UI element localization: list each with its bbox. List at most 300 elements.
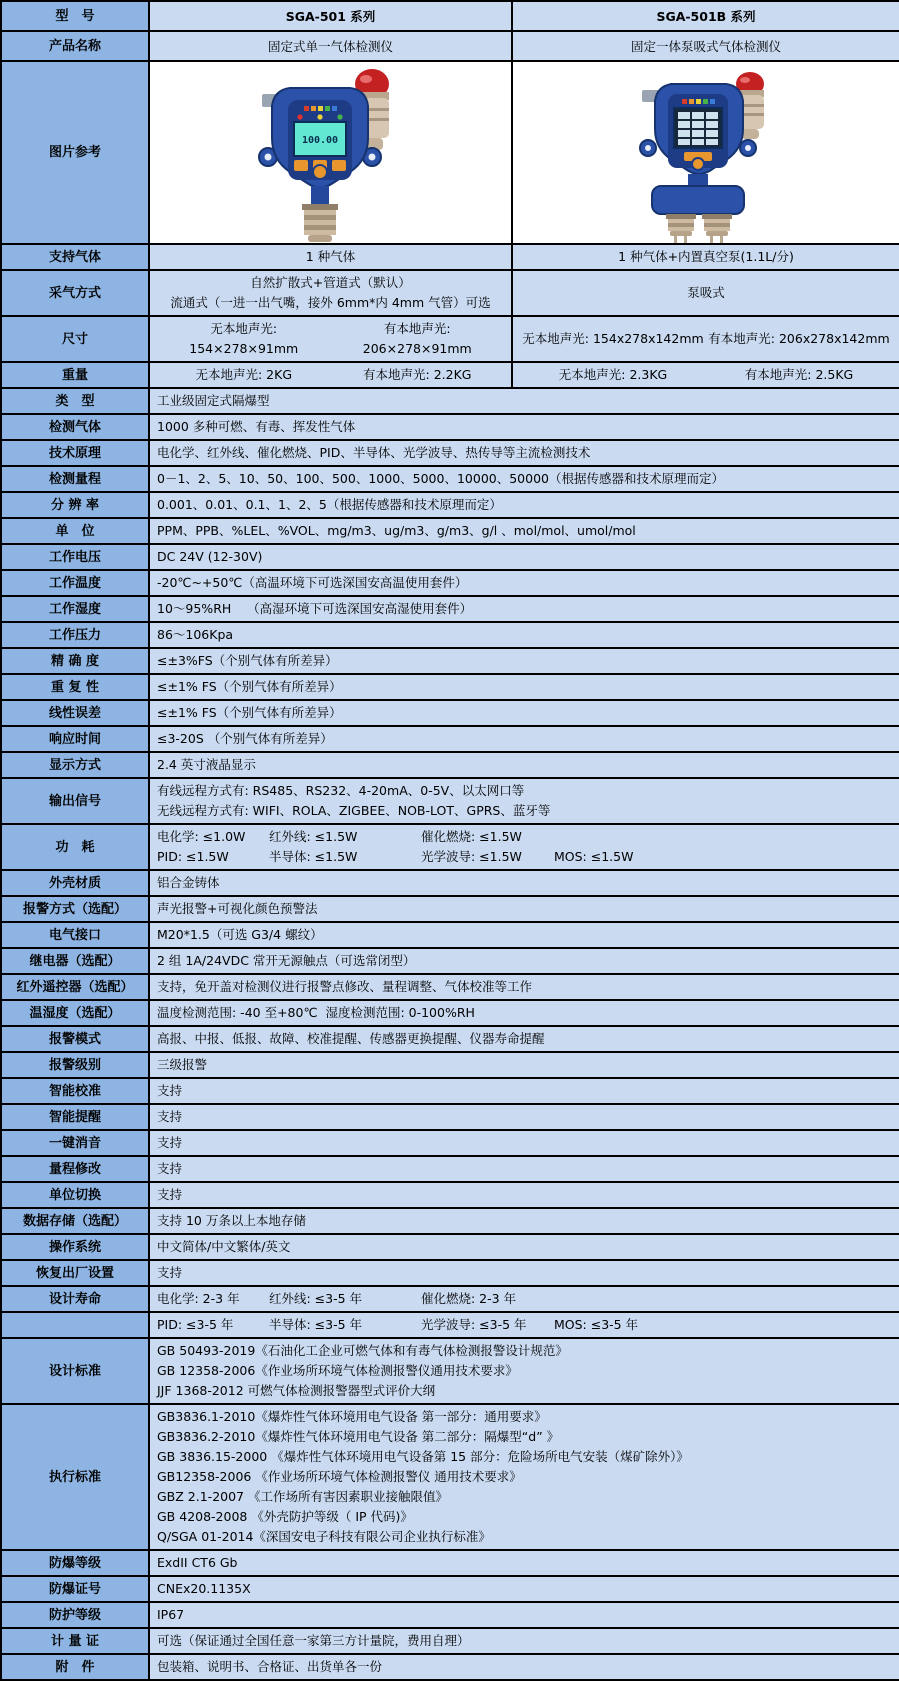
row-header: 分 辨 率 — [1, 492, 149, 518]
row-header: 报警方式（选配） — [1, 896, 149, 922]
cell-text: 无本地声光: 154×278×91mm — [189, 321, 299, 356]
row-header: 防爆等级 — [1, 1550, 149, 1576]
row-header: 检测量程 — [1, 466, 149, 492]
cell-text: 无本地声光: 2KG — [195, 367, 293, 382]
gas-sensor-left — [666, 214, 696, 243]
cell-text: 半导体: ≤1.5W — [269, 849, 358, 864]
row-header: 工作压力 — [1, 622, 149, 648]
row-header: 外壳材质 — [1, 870, 149, 896]
cell-text: GB3836.1-2010《爆炸性气体环境用电气设备 第一部分：通用要求》 — [157, 1409, 547, 1424]
value-cell — [149, 544, 899, 570]
value-line — [157, 781, 892, 801]
value-cell — [149, 1338, 899, 1404]
cell-text: 无本地声光: 154x278x142mm — [522, 331, 704, 346]
cell-text: 催化燃烧: 2-3 年 — [421, 1291, 517, 1306]
detector-body — [640, 84, 756, 214]
table-row — [1, 388, 899, 414]
value-cell — [149, 596, 899, 622]
table-row — [1, 648, 899, 674]
table-row — [1, 596, 899, 622]
value-line — [157, 365, 504, 385]
cell-text: MOS: ≤1.5W — [554, 849, 634, 864]
row-header: 温湿度（选配） — [1, 1000, 149, 1026]
value-cell — [149, 896, 899, 922]
value-line — [157, 899, 892, 919]
table-row — [1, 700, 899, 726]
value-line — [157, 1003, 892, 1023]
cell-text: MOS: ≤3-5 年 — [554, 1317, 639, 1332]
row-header: 智能校准 — [1, 1078, 149, 1104]
value-line — [157, 951, 892, 971]
value-cell — [149, 414, 899, 440]
value-cell — [512, 270, 899, 316]
value-line — [157, 1289, 892, 1309]
value-cell — [149, 316, 512, 362]
cell-text: GB 12358-2006《作业场所环境气体检测报警仪通用技术要求》 — [157, 1363, 518, 1378]
value-cell: 固定一体泵吸式气体检测仪 — [512, 31, 899, 61]
value-line — [157, 827, 892, 847]
row-header: 采气方式 — [1, 270, 149, 316]
value-cell — [149, 440, 899, 466]
cell-text: IP67 — [157, 1607, 185, 1622]
cell-text: 支持 — [157, 1083, 183, 1098]
cell-text: 支持 10 万条以上本地存储 — [157, 1213, 306, 1228]
value-cell — [149, 622, 899, 648]
cell-text: 有线远程方式有: RS485、RS232、4-20mA、0-5V、以太网口等 — [157, 783, 525, 798]
row-header: 单 位 — [1, 518, 149, 544]
value-cell — [149, 1550, 899, 1576]
cell-text: 电化学: 2-3 年 — [157, 1291, 240, 1306]
table-row — [1, 870, 899, 896]
table-row — [1, 1628, 899, 1654]
row-header: 类 型 — [1, 388, 149, 414]
cell-text: 包装箱、说明书、合格证、出货单各一份 — [157, 1659, 383, 1674]
cell-text: 红外线: ≤3-5 年 — [269, 1291, 363, 1306]
value-line — [157, 1029, 892, 1049]
cell-text: 10～95%RH （高湿环境下可选深国安高湿使用套件） — [157, 601, 473, 616]
table-row — [1, 1654, 899, 1680]
product-image-cell-right — [512, 61, 899, 244]
cell-text: M20*1.5（可选 G3/4 螺纹） — [157, 927, 323, 942]
table-row — [1, 1602, 899, 1628]
row-header: 设计寿命 — [1, 1286, 149, 1312]
cell-text: 半导体: ≤3-5 年 — [269, 1317, 363, 1332]
cell-text: GB 3836.15-2000 《爆炸性气体环境用电气设备第 15 部分：危险场所电气安装（煤矿除外）》 — [157, 1449, 689, 1464]
row-header: 恢复出厂设置 — [1, 1260, 149, 1286]
table-row — [1, 31, 899, 61]
value-cell — [149, 824, 899, 870]
cell-text: 有本地声光: 206×278×91mm — [362, 321, 472, 356]
cell-text: GB 50493-2019《石油化工企业可燃气体和有毒气体检测报警设计规范》 — [157, 1343, 568, 1358]
value-cell — [512, 244, 899, 270]
value-cell — [149, 1052, 899, 1078]
value-cell — [149, 974, 899, 1000]
value-cell — [149, 1286, 899, 1312]
cell-text: PID: ≤3-5 年 — [157, 1317, 234, 1332]
cell-text: 支持 — [157, 1265, 183, 1280]
value-line — [157, 1631, 892, 1651]
value-line — [520, 365, 892, 385]
value-line — [157, 703, 892, 723]
table-row — [1, 778, 899, 824]
cell-text: 电化学: ≤1.0W — [157, 829, 246, 844]
cell-text: 红外线: ≤1.5W — [269, 829, 358, 844]
value-line — [157, 1133, 892, 1153]
row-header: 工作湿度 — [1, 596, 149, 622]
value-line — [157, 1507, 892, 1527]
value-cell — [149, 1130, 899, 1156]
value-line — [520, 247, 892, 267]
table-row — [1, 1260, 899, 1286]
row-header: 产品名称 — [1, 31, 149, 61]
cell-text: GBZ 2.1-2007 《工作场所有害因素职业接触限值》 — [157, 1489, 448, 1504]
cell-text: 声光报警+可视化颜色预警法 — [157, 901, 318, 916]
row-header: 智能提醒 — [1, 1104, 149, 1130]
cell-text: 支持，免开盖对检测仪进行报警点修改、量程调整、气体校准等工作 — [157, 979, 533, 994]
value-line — [157, 1605, 892, 1625]
value-line — [157, 1237, 892, 1257]
value-line — [157, 247, 504, 267]
cell-text: 无本地声光: 2.3KG — [558, 367, 668, 382]
gas-sensor-right — [702, 214, 732, 243]
value-cell — [149, 1404, 899, 1550]
value-line — [157, 1055, 892, 1075]
cell-text: CNEx20.1135X — [157, 1581, 251, 1596]
table-row — [1, 440, 899, 466]
row-header: 响应时间 — [1, 726, 149, 752]
value-line — [157, 873, 892, 893]
value-cell — [512, 316, 899, 362]
table-row — [1, 974, 899, 1000]
cell-text: ≤±1% FS（个别气体有所差异） — [157, 705, 342, 720]
value-cell: SGA-501 系列 — [149, 1, 512, 31]
value-line — [157, 547, 892, 567]
cell-text: JJF 1368-2012 可燃气体检测报警器型式评价大纲 — [157, 1383, 436, 1398]
cell-text: ≤±3%FS（个别气体有所差异） — [157, 653, 338, 668]
value-line — [157, 1361, 892, 1381]
value-cell — [149, 270, 512, 316]
table-row — [1, 622, 899, 648]
table-row — [1, 1234, 899, 1260]
row-header: 功 耗 — [1, 824, 149, 870]
table-row — [1, 922, 899, 948]
cell-text: 2.4 英寸液晶显示 — [157, 757, 256, 772]
table-row — [1, 752, 899, 778]
cell-text: 泵吸式 — [687, 285, 725, 300]
value-line — [157, 1487, 892, 1507]
table-row — [1, 948, 899, 974]
row-header: 附 件 — [1, 1654, 149, 1680]
cell-text: GB3836.2-2010《爆炸性气体环境用电气设备 第二部分：隔爆型“d” 》 — [157, 1429, 560, 1444]
value-cell — [149, 1654, 899, 1680]
value-line — [157, 1315, 892, 1335]
value-line — [157, 1427, 892, 1447]
cell-text: ExdII CT6 Gb — [157, 1555, 238, 1570]
cell-text: 支持 — [157, 1161, 183, 1176]
row-header: 单位切换 — [1, 1182, 149, 1208]
table-row — [1, 1000, 899, 1026]
value-cell — [149, 1576, 899, 1602]
row-header: 工作电压 — [1, 544, 149, 570]
value-cell — [149, 1000, 899, 1026]
value-cell — [149, 870, 899, 896]
cell-text: ≤3-20S （个别气体有所差异） — [157, 731, 333, 746]
value-line — [157, 625, 892, 645]
table-row — [1, 1312, 899, 1338]
value-line — [157, 1407, 892, 1427]
table-row — [1, 1404, 899, 1550]
value-cell — [149, 1156, 899, 1182]
row-header: 技术原理 — [1, 440, 149, 466]
row-header: 计 量 证 — [1, 1628, 149, 1654]
row-header: 报警模式 — [1, 1026, 149, 1052]
table-row — [1, 1338, 899, 1404]
table-row — [1, 1576, 899, 1602]
value-line — [157, 729, 892, 749]
table-row — [1, 1, 899, 31]
value-cell — [149, 752, 899, 778]
cell-text: 支持 — [157, 1135, 183, 1150]
row-header: 操作系统 — [1, 1234, 149, 1260]
cell-text: 0.001、0.01、0.1、1、2、5（根据传感器和技术原理而定） — [157, 497, 502, 512]
cell-text: DC 24V (12-30V) — [157, 549, 263, 564]
value-cell — [512, 362, 899, 388]
value-line — [157, 847, 892, 867]
cell-text: 1 种气体+内置真空泵(1.1L/分) — [618, 249, 794, 264]
cell-text: 1000 多种可燃、有毒、挥发性气体 — [157, 419, 356, 434]
value-line — [157, 1185, 892, 1205]
cell-text: 中文简体/中文繁体/英文 — [157, 1239, 291, 1254]
cell-text: 支持 — [157, 1187, 183, 1202]
table-row — [1, 1104, 899, 1130]
cell-text: PID: ≤1.5W — [157, 849, 229, 864]
value-line — [520, 329, 892, 349]
value-line — [157, 1263, 892, 1283]
row-header: 防护等级 — [1, 1602, 149, 1628]
value-cell: 固定式单一气体检测仪 — [149, 31, 512, 61]
value-line — [157, 1381, 892, 1401]
table-row — [1, 1286, 899, 1312]
row-header: 执行标准 — [1, 1404, 149, 1550]
row-header: 显示方式 — [1, 752, 149, 778]
value-cell — [149, 466, 899, 492]
value-cell — [149, 388, 899, 414]
value-line — [157, 1107, 892, 1127]
value-line — [157, 977, 892, 997]
cell-text: 有本地声光: 206x278x142mm — [708, 331, 890, 346]
table-row — [1, 1130, 899, 1156]
value-line — [157, 1341, 892, 1361]
row-header: 图片参考 — [1, 61, 149, 244]
table-row — [1, 1208, 899, 1234]
value-cell — [149, 1026, 899, 1052]
table-row — [1, 414, 899, 440]
cell-text: 支持 — [157, 1109, 183, 1124]
value-cell — [149, 1312, 899, 1338]
value-cell — [149, 1078, 899, 1104]
screen-reading: 100.00 — [301, 135, 338, 146]
cell-text: 无线远程方式有: WIFI、ROLA、ZIGBEE、NOB-LOT、GPRS、蓝牙等 — [157, 803, 551, 818]
row-header — [1, 1312, 149, 1338]
value-line — [157, 1579, 892, 1599]
table-row — [1, 466, 899, 492]
value-line — [157, 293, 504, 313]
value-cell — [149, 492, 899, 518]
value-cell — [149, 948, 899, 974]
table-row-images — [1, 61, 899, 244]
cell-text: 温度检测范围: -40 至+80℃ 湿度检测范围: 0-100%RH — [157, 1005, 475, 1020]
value-line — [157, 273, 504, 293]
value-line — [157, 521, 892, 541]
row-header: 设计标准 — [1, 1338, 149, 1404]
value-cell — [149, 362, 512, 388]
value-cell — [149, 700, 899, 726]
value-line — [157, 391, 892, 411]
table-row — [1, 1156, 899, 1182]
row-header: 尺寸 — [1, 316, 149, 362]
row-header: 工作温度 — [1, 570, 149, 596]
row-header: 输出信号 — [1, 778, 149, 824]
row-header: 检测气体 — [1, 414, 149, 440]
table-row — [1, 726, 899, 752]
value-line — [157, 1657, 892, 1677]
value-cell — [149, 1104, 899, 1130]
value-line — [157, 573, 892, 593]
cell-text: 有本地声光: 2.2KG — [363, 367, 472, 382]
value-line — [157, 677, 892, 697]
value-cell — [149, 244, 512, 270]
value-line — [157, 1159, 892, 1179]
cell-text: 工业级固定式隔爆型 — [157, 393, 270, 408]
table-row — [1, 492, 899, 518]
row-header: 型 号 — [1, 1, 149, 31]
row-header: 电气接口 — [1, 922, 149, 948]
value-cell — [149, 922, 899, 948]
value-line — [157, 1467, 892, 1487]
cell-text: 铝合金铸体 — [157, 875, 220, 890]
value-cell — [149, 726, 899, 752]
pump-base — [652, 186, 744, 214]
value-cell — [149, 674, 899, 700]
cell-text: 光学波导: ≤1.5W — [421, 849, 522, 864]
cell-text: 流通式（一进一出气嘴，接外 6mm*内 4mm 气管）可选 — [170, 295, 491, 310]
cell-text: GB 4208-2008 《外壳防护等级（ IP 代码)》 — [157, 1509, 413, 1524]
table-row — [1, 1052, 899, 1078]
value-cell — [149, 778, 899, 824]
cell-text: 电化学、红外线、催化燃烧、PID、半导体、光学波导、热传导等主流检测技术 — [157, 445, 591, 460]
cell-text: ≤±1% FS（个别气体有所差异） — [157, 679, 342, 694]
value-line — [157, 469, 892, 489]
row-header: 支持气体 — [1, 244, 149, 270]
brand-dots — [682, 99, 715, 104]
value-line — [157, 651, 892, 671]
row-header: 精 确 度 — [1, 648, 149, 674]
cell-text: 自然扩散式+管道式（默认） — [250, 275, 411, 290]
value-cell — [149, 1602, 899, 1628]
table-row — [1, 1550, 899, 1576]
value-line — [157, 1211, 892, 1231]
row-header: 重 复 性 — [1, 674, 149, 700]
row-header: 数据存储（选配） — [1, 1208, 149, 1234]
brand-dots — [304, 106, 337, 111]
spec-table-body — [1, 1, 899, 1680]
value-cell: SGA-501B 系列 — [512, 1, 899, 31]
cell-text: 1 种气体 — [305, 249, 356, 264]
table-row — [1, 1182, 899, 1208]
table-row — [1, 362, 899, 388]
value-line — [157, 1553, 892, 1573]
cell-text: 高报、中报、低报、故障、校准提醒、传感器更换提醒、仪器寿命提醒 — [157, 1031, 545, 1046]
cell-text: 光学波导: ≤3-5 年 — [421, 1317, 527, 1332]
table-row — [1, 518, 899, 544]
table-row — [1, 244, 899, 270]
value-cell — [149, 648, 899, 674]
detector-body — [259, 88, 381, 206]
table-row — [1, 270, 899, 316]
value-line — [157, 443, 892, 463]
value-line — [520, 283, 892, 303]
product-image-sga501b — [626, 62, 786, 243]
row-header: 红外遥控器（选配） — [1, 974, 149, 1000]
cell-text: 可选（保证通过全国任意一家第三方计量院，费用自理） — [157, 1633, 470, 1648]
value-cell — [149, 1260, 899, 1286]
value-cell — [149, 1208, 899, 1234]
cell-text: Q/SGA 01-2014《深国安电子科技有限公司企业执行标准》 — [157, 1529, 491, 1544]
value-line — [157, 417, 892, 437]
table-row — [1, 824, 899, 870]
value-cell — [149, 1182, 899, 1208]
cell-text: GB12358-2006 《作业场所环境气体检测报警仪 通用技术要求》 — [157, 1469, 522, 1484]
row-header: 继电器（选配） — [1, 948, 149, 974]
row-header: 量程修改 — [1, 1156, 149, 1182]
gas-sensor — [302, 204, 338, 242]
table-row — [1, 1026, 899, 1052]
table-row — [1, 570, 899, 596]
row-header: 重量 — [1, 362, 149, 388]
value-cell — [149, 1628, 899, 1654]
table-row — [1, 1078, 899, 1104]
value-line — [157, 1447, 892, 1467]
cell-text: 有本地声光: 2.5KG — [744, 367, 854, 382]
cell-text: 86～106Kpa — [157, 627, 234, 642]
cell-text: 催化燃烧: ≤1.5W — [421, 829, 522, 844]
value-line — [157, 319, 504, 359]
value-line — [157, 755, 892, 775]
value-cell — [149, 570, 899, 596]
value-cell — [149, 518, 899, 544]
table-row — [1, 896, 899, 922]
row-header: 一键消音 — [1, 1130, 149, 1156]
product-image-cell-left — [149, 61, 512, 244]
row-header: 防爆证号 — [1, 1576, 149, 1602]
value-line — [157, 599, 892, 619]
product-image-sga501 — [252, 62, 410, 243]
value-line — [157, 1081, 892, 1101]
value-line — [157, 801, 892, 821]
table-row — [1, 544, 899, 570]
table-row — [1, 316, 899, 362]
value-line — [157, 925, 892, 945]
cell-text: 0－1、2、5、10、50、100、500、1000、5000、10000、50000（根据传感器和技术原理而定） — [157, 471, 724, 486]
cell-text: -20℃~+50℃（高温环境下可选深国安高温使用套件） — [157, 575, 468, 590]
value-cell — [149, 1234, 899, 1260]
value-line — [157, 1527, 892, 1547]
row-header: 线性误差 — [1, 700, 149, 726]
table-row — [1, 674, 899, 700]
row-header: 报警级别 — [1, 1052, 149, 1078]
cell-text: PPM、PPB、%LEL、%VOL、mg/m3、ug/m3、g/m3、g/l 、mol/mol、umol/mol — [157, 523, 636, 538]
value-line — [157, 495, 892, 515]
